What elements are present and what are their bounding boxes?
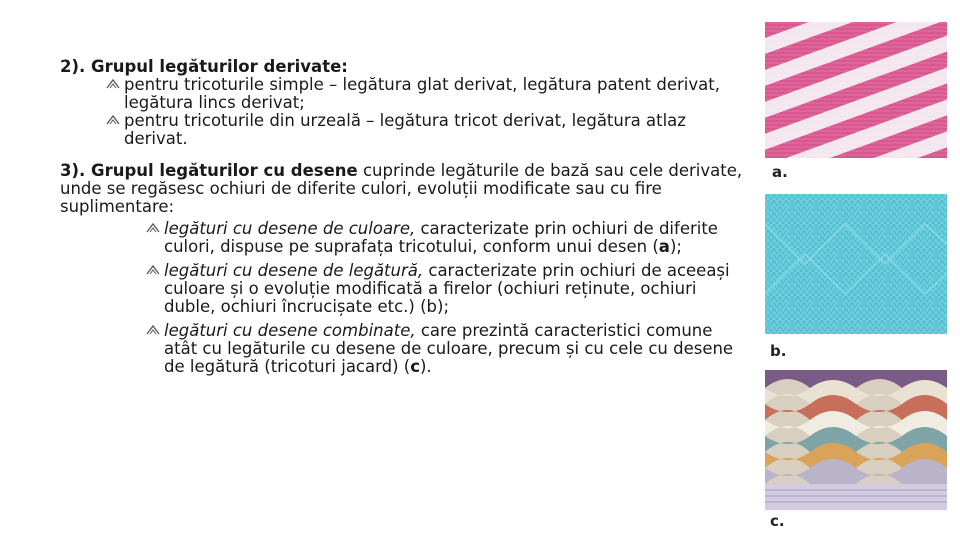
section3-paragraph bbox=[60, 162, 745, 216]
item-ref: c bbox=[410, 357, 420, 376]
section2-bullet bbox=[60, 76, 745, 112]
item-body: caracterizate prin ochiuri de aceeași culoare și o evoluție modificată a firelor (ochiuri reținute, ochiuri duble, ochiuri încrucișate etc.) (b); bbox=[164, 261, 730, 316]
section3-heading: 3). Grupul legăturilor cu desene bbox=[60, 161, 358, 180]
item-end: ); bbox=[669, 237, 682, 256]
section3-intro: cuprinde legăturile de bază sau cele derivate, unde se regăsesc ochiuri de diferite culori, evoluții modificate sau cu fire suplimentare: bbox=[60, 161, 743, 216]
item-text bbox=[164, 322, 745, 376]
item-term: legături cu desene combinate, bbox=[164, 321, 416, 340]
figure-a-label: a. bbox=[772, 163, 788, 181]
bullet-text: pentru tricoturile din urzeală – legătura tricot derivat, legătura atlaz derivat. bbox=[124, 111, 686, 148]
figure-a-image bbox=[765, 22, 947, 158]
item-text bbox=[164, 262, 745, 316]
section2-heading: 2). Grupul legăturilor derivate: bbox=[60, 57, 348, 76]
slide-content bbox=[60, 58, 745, 376]
item-ref: a bbox=[658, 237, 670, 256]
bullet-arrow-icon bbox=[146, 262, 164, 316]
section3-item bbox=[60, 220, 745, 256]
section2-bullet bbox=[60, 112, 745, 148]
bullet-text: pentru tricoturile simple – legătura glat derivat, legătura patent derivat, legătura lincs derivat; bbox=[124, 75, 720, 112]
item-term: legături cu desene de legătură, bbox=[164, 261, 424, 280]
item-term: legături cu desene de culoare, bbox=[164, 219, 416, 238]
figure-b-image bbox=[765, 194, 947, 334]
figure-c-label: c. bbox=[770, 512, 785, 530]
figure-b-label: b. bbox=[770, 342, 787, 360]
item-text bbox=[164, 220, 745, 256]
bullet-arrow-icon bbox=[106, 112, 124, 148]
figure-c-image bbox=[765, 370, 947, 510]
item-body: caracterizate prin ochiuri de diferite culori, dispuse pe suprafața tricotului, conform unui desen ( bbox=[164, 219, 718, 256]
bullet-arrow-icon bbox=[146, 220, 164, 256]
bullet-arrow-icon bbox=[106, 76, 124, 112]
item-end: ). bbox=[419, 357, 432, 376]
section3-item bbox=[60, 262, 745, 316]
bullet-arrow-icon bbox=[146, 322, 164, 376]
section3-item bbox=[60, 322, 745, 376]
item-body: care prezintă caracteristici comune atât cu legăturile cu desene de culoare, precum și cu cele cu desene de legătură (tricoturi jacard) ( bbox=[164, 321, 734, 376]
